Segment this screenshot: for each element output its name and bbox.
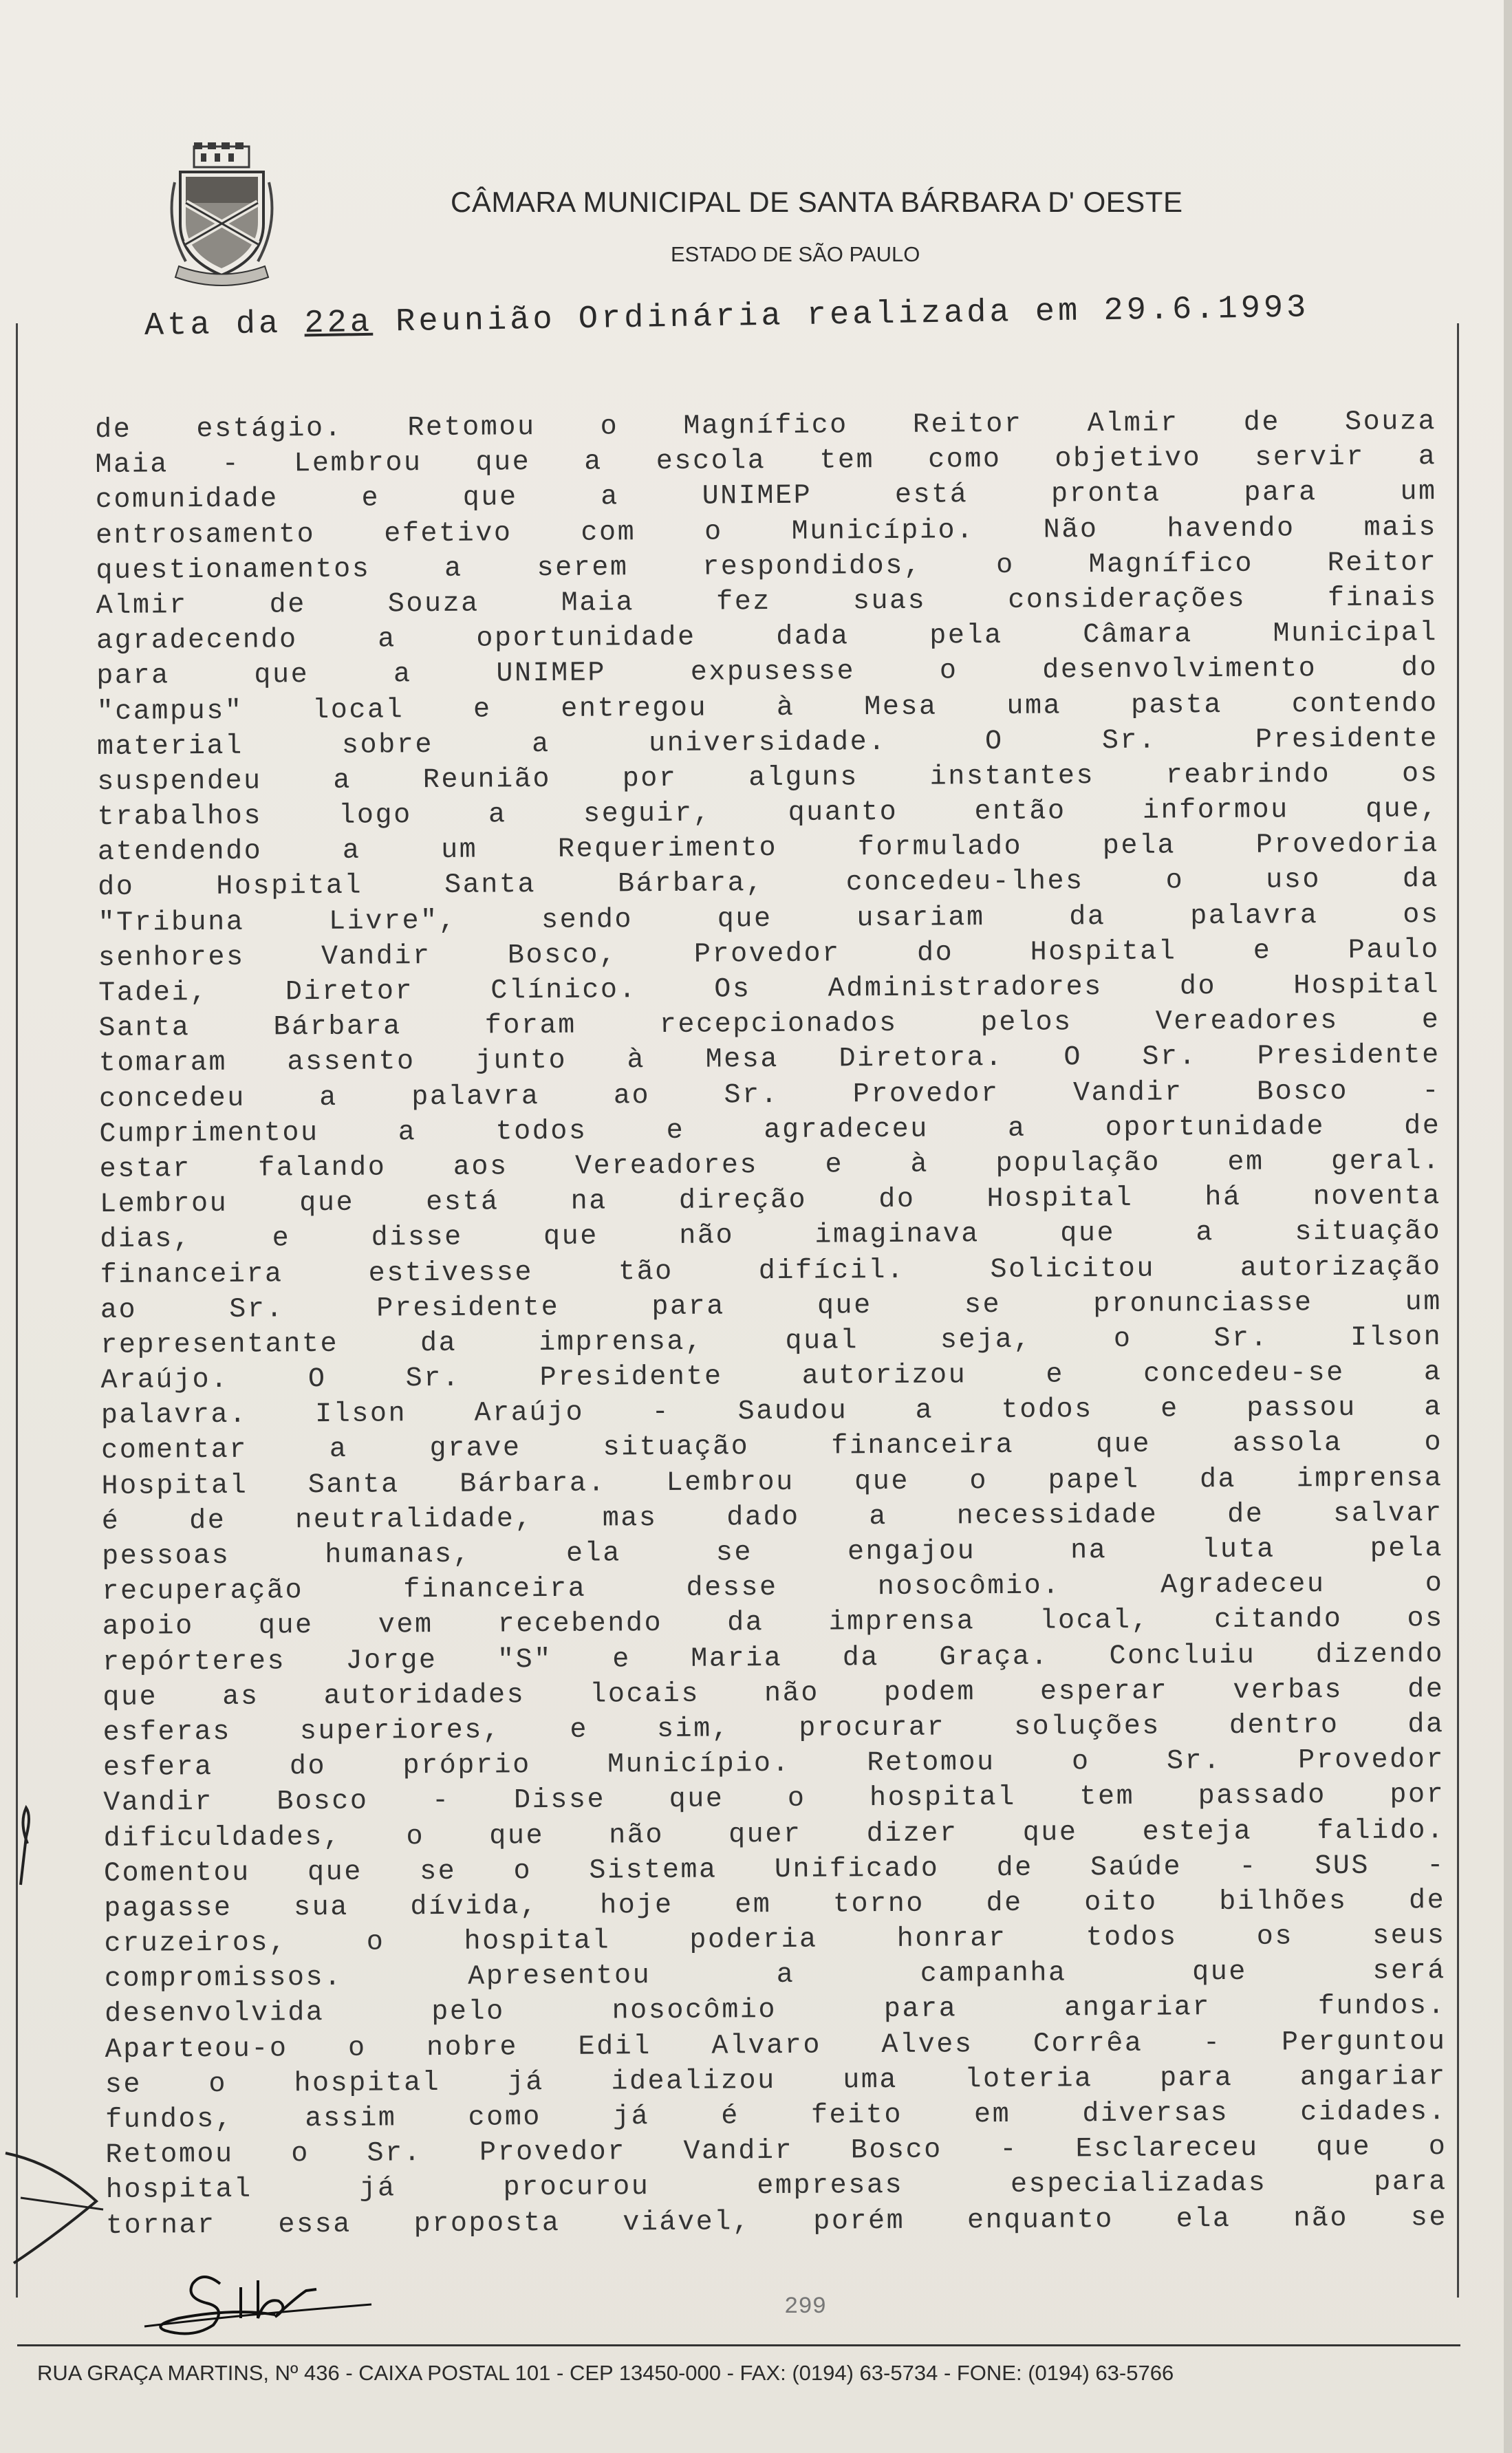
minutes-title-ordinal: 22a — [303, 304, 374, 343]
text-line: hospital já procurou empresas especializadas para — [105, 2167, 1447, 2207]
text-line: representante da imprensa, qual seja, o Sr. Ilson — [100, 1321, 1443, 1361]
text-line: concedeu a palavra ao Sr. Provedor Vandir Bosco - — [98, 1075, 1441, 1115]
text-line: Vandir Bosco - Disse que o hospital tem passado por — [103, 1780, 1445, 1819]
text-line: senhores Vandir Bosco, Provedor do Hospital e Paulo — [98, 934, 1440, 974]
text-line: comentar a grave situação financeira que assola o — [101, 1427, 1443, 1467]
text-line: esferas superiores, e sim, procurar soluções dentro da — [102, 1709, 1445, 1749]
text-line: atendendo a um Requerimento formulado pela Provedoria — [97, 829, 1440, 869]
chamber-name: CÂMARA MUNICIPAL DE SANTA BÁRBARA D' OESTE — [451, 186, 1183, 218]
text-line: Almir de Souza Maia fez suas considerações finais — [96, 583, 1438, 622]
text-line: estar falando aos Vereadores e à população em geral. — [99, 1146, 1441, 1185]
text-line: para que a UNIMEP expusesse o desenvolvimento do — [96, 653, 1438, 693]
text-line: recuperação financeira desse nosocômio. Agradeceu o — [102, 1568, 1444, 1608]
text-line: Araújo. O Sr. Presidente autorizou e concedeu-se a — [100, 1357, 1443, 1397]
page-number: 299 — [784, 2294, 827, 2320]
text-line: tornar essa proposta viável, porém enquanto ela não se — [105, 2202, 1448, 2242]
text-line: comunidade e que a UNIMEP está pronta para um — [95, 477, 1437, 517]
text-line: "Tribuna Livre", sendo que usariam da palavra os — [98, 899, 1440, 939]
minutes-title-prefix: Ata da — [144, 305, 305, 345]
text-line: Cumprimentou a todos e agradeceu a oportunidade de — [99, 1110, 1441, 1150]
text-line: apoio que vem recebendo da imprensa local, citando os — [102, 1603, 1444, 1643]
text-line: ao Sr. Presidente para que se pronunciasse um — [100, 1286, 1443, 1326]
text-line: cruzeiros, o hospital poderia honrar todos os seus — [104, 1921, 1446, 1960]
minutes-title — [144, 290, 1310, 345]
margin-annotation-icon — [0, 1789, 138, 2270]
text-line: financeira estivesse tão difícil. Solicitou autorização — [100, 1251, 1442, 1291]
footer-divider — [17, 2344, 1460, 2346]
page-edge-shadow — [1504, 0, 1512, 2453]
text-line: trabalhos logo a seguir, quanto então informou que, — [97, 794, 1439, 834]
text-line: tomaram assento junto à Mesa Diretora. O Sr. Presidente — [98, 1040, 1440, 1080]
text-line: que as autoridades locais não podem esperar verbas de — [102, 1674, 1445, 1714]
text-line: desenvolvida pelo nosocômio para angariar fundos. — [105, 1991, 1447, 2031]
text-line: se o hospital já idealizou uma loteria para angariar — [105, 2061, 1447, 2101]
minutes-title-suffix: Reunião Ordinária realizada em 29.6.1993 — [372, 290, 1310, 341]
text-line: fundos, assim como já é feito em diversas cidades. — [105, 2097, 1447, 2136]
text-line: do Hospital Santa Bárbara, concedeu-lhes o uso da — [98, 864, 1440, 904]
text-line: de estágio. Retomou o Magnífico Reitor Almir de Souza — [95, 407, 1437, 446]
text-line: Retomou o Sr. Provedor Vandir Bosco - Esclareceu que o — [105, 2132, 1447, 2172]
text-line: material sobre a universidade. O Sr. Presidente — [96, 723, 1439, 763]
text-line: Lembrou que está na direção do Hospital há noventa — [99, 1181, 1442, 1221]
footer-address: RUA GRAÇA MARTINS, Nº 436 - CAIXA POSTAL 101 - CEP 13450-000 - FAX: (0194) 63-5734 - FONE: (0194) 63-5766 — [37, 2361, 1174, 2385]
text-line: Tadei, Diretor Clínico. Os Administradores do Hospital — [98, 970, 1440, 1009]
text-line: Maia - Lembrou que a escola tem como objetivo servir a — [95, 442, 1437, 482]
state-name: ESTADO DE SÃO PAULO — [671, 242, 920, 266]
text-line: questionamentos a serem respondidos, o Magnífico Reitor — [96, 547, 1438, 587]
text-line: é de neutralidade, mas dado a necessidade de salvar — [101, 1498, 1443, 1537]
text-line: dias, e disse que não imaginava que a situação — [100, 1216, 1442, 1256]
text-line: Santa Bárbara foram recepcionados pelos Vereadores e — [98, 1005, 1440, 1045]
signature-icon — [138, 2249, 426, 2346]
text-line: esfera do próprio Município. Retomou o Sr. Provedor — [102, 1744, 1445, 1784]
text-line: suspendeu a Reunião por alguns instantes reabrindo os — [97, 758, 1439, 798]
text-line: palavra. Ilson Araújo - Saudou a todos e passou a — [100, 1392, 1443, 1432]
municipal-seal-icon — [165, 141, 279, 289]
text-line: Hospital Santa Bárbara. Lembrou que o papel da imprensa — [101, 1462, 1443, 1502]
minutes-body — [95, 404, 1447, 2244]
text-line: agradecendo a oportunidade dada pela Câmara Municipal — [96, 618, 1438, 658]
text-line: pagasse sua dívida, hoje em torno de oito bilhões de — [104, 1885, 1446, 1925]
text-line: "campus" local e entregou à Mesa uma pasta contendo — [96, 688, 1438, 728]
text-line: compromissos. Apresentou a campanha que será — [104, 1956, 1447, 1996]
text-line: entrosamento efetivo com o Município. Não havendo mais — [95, 512, 1438, 552]
text-line: pessoas humanas, ela se engajou na luta pela — [102, 1533, 1444, 1573]
right-margin-rule — [1457, 323, 1459, 2298]
text-line: dificuldades, o que não quer dizer que esteja falido. — [103, 1815, 1445, 1855]
text-line: Comentou que se o Sistema Unificado de Saúde - SUS - — [103, 1850, 1446, 1890]
text-line: repórteres Jorge "S" e Maria da Graça. Concluiu dizendo — [102, 1639, 1445, 1678]
text-line: Aparteou-o o nobre Edil Alvaro Alves Corrêa - Perguntou — [105, 2026, 1447, 2066]
